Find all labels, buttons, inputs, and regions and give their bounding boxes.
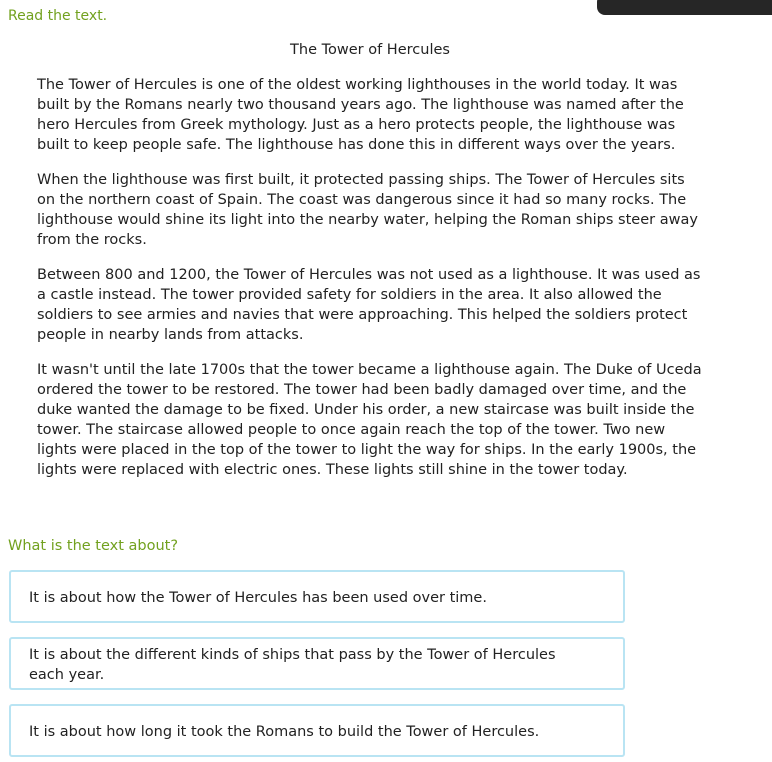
passage-paragraph: Between 800 and 1200, the Tower of Hercules was not used as a lighthouse. It was used as a castle instead. The tower provided safety for soldiers in the area. It also allowed the soldiers to see armies and navies that were approaching. This helped the soldiers protect people in nearby lands from attacks. [37, 267, 701, 343]
top-toolbar [597, 0, 772, 15]
answer-choice-3[interactable]: It is about how long it took the Romans to build the Tower of Hercules. [9, 704, 625, 757]
passage-title: The Tower of Hercules [290, 42, 450, 58]
passage-paragraph: The Tower of Hercules is one of the oldest working lighthouses in the world today. It was built by the Romans nearly two thousand years ago. The lighthouse was named after the hero Hercules from Greek mythology. Just as a hero protects people, the lighthouse was built to keep people safe. The lighthouse has done this in different ways over the years. [37, 77, 684, 153]
answer-choice-2[interactable]: It is about the different kinds of ships that pass by the Tower of Hercules each year. [9, 637, 625, 690]
passage-paragraph: When the lighthouse was first built, it protected passing ships. The Tower of Hercules sits on the northern coast of Spain. The coast was dangerous since it had so many rocks. The lighthouse would shine its light into the nearby water, helping the Roman ships steer away from the rocks. [37, 172, 698, 248]
answer-choice-1[interactable]: It is about how the Tower of Hercules has been used over time. [9, 570, 625, 623]
passage-paragraph: It wasn't until the late 1700s that the tower became a lighthouse again. The Duke of Uceda ordered the tower to be restored. The tower had been badly damaged over time, and the duke wanted the damage to be fixed. Under his order, a new staircase was built inside the tower. The staircase allowed people to once again reach the top of the tower. Two new lights were placed in the top of the tower to light the way for ships. In the early 1900s, the lights were replaced with electric ones. These lights still shine in the tower today. [37, 362, 702, 478]
passage [37, 75, 702, 495]
question-prompt: What is the text about? [8, 538, 179, 554]
instruction-text: Read the text. [8, 8, 108, 24]
answer-choices [9, 570, 625, 757]
